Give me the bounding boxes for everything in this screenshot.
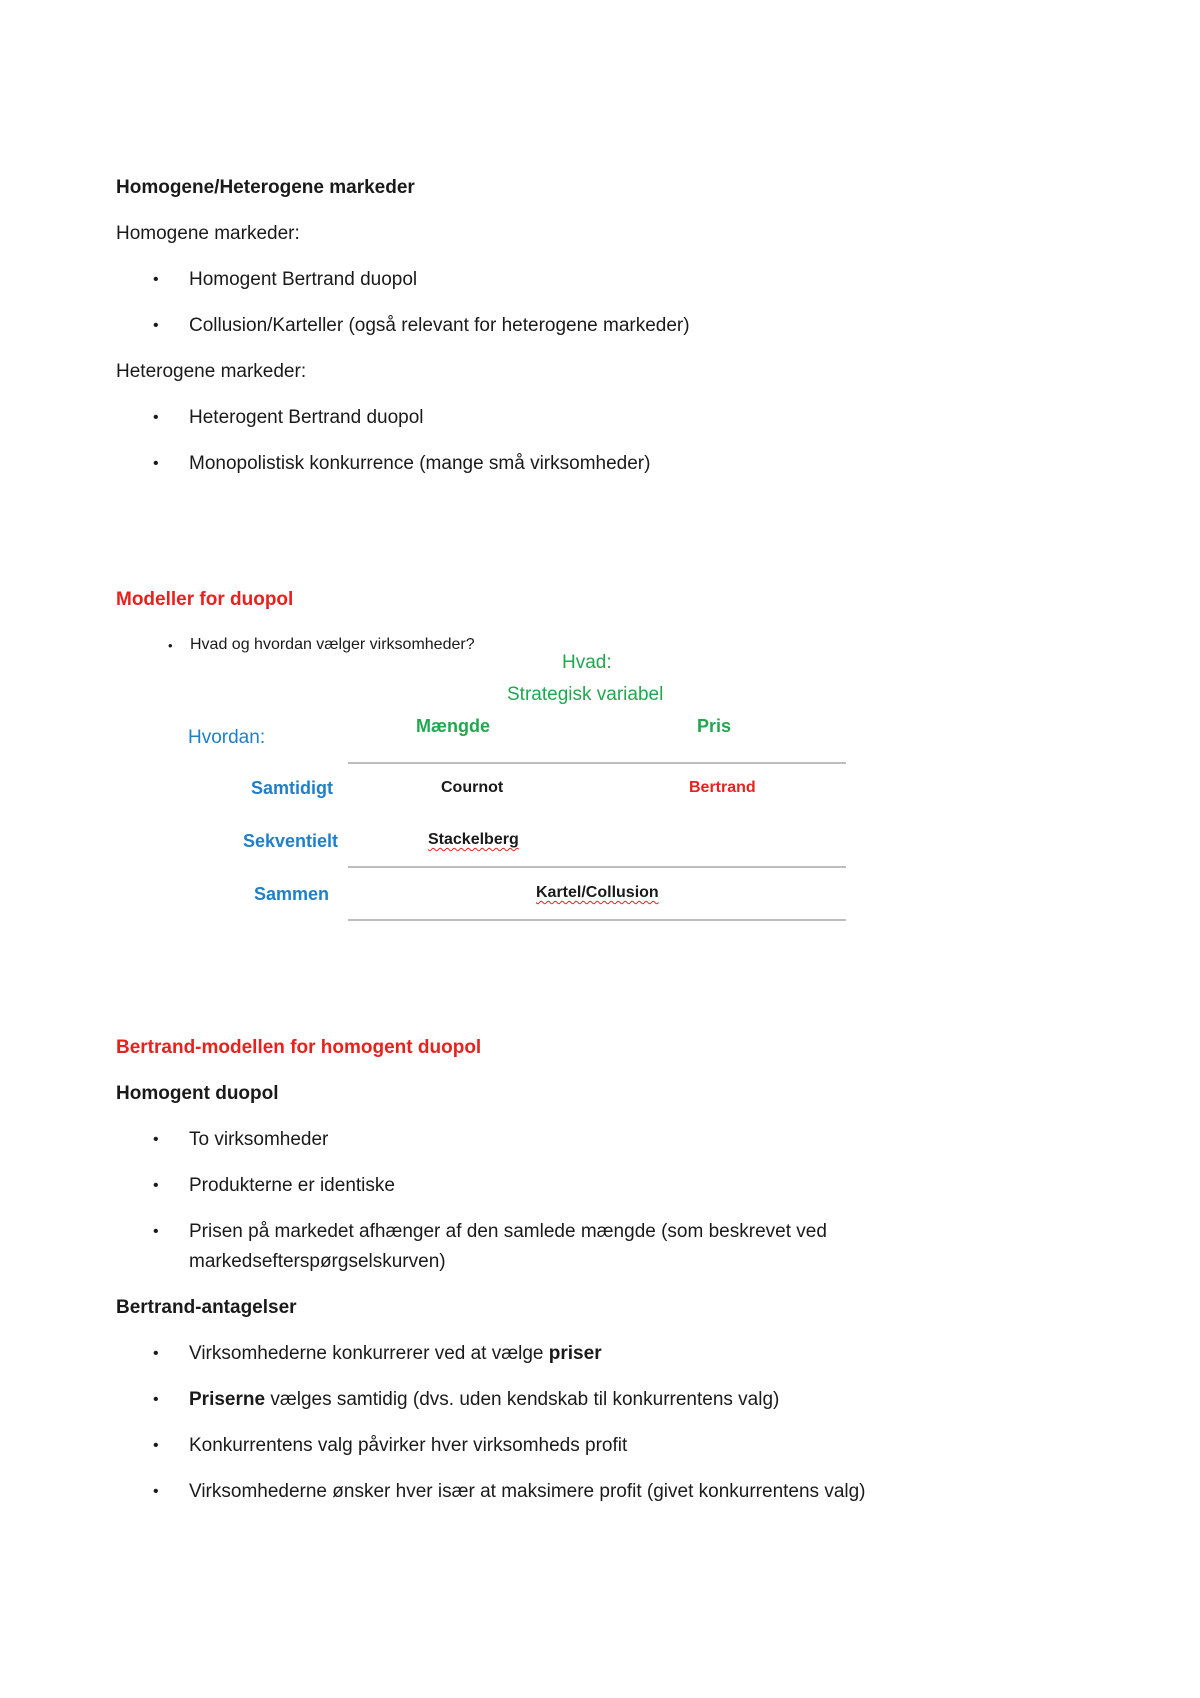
text-run-bold: priser xyxy=(548,1343,602,1364)
row-header-sequential: Sekventielt xyxy=(243,831,339,851)
text-run: vælges samtidig (dvs. uden kendskab til konkurrentens valg) xyxy=(265,1389,780,1410)
section-heading-homogene-heterogene: Homogene/Heterogene markeder xyxy=(116,177,415,198)
strategic-variable-label: Strategisk variabel xyxy=(507,684,664,705)
text-run-bold: Priserne xyxy=(189,1389,266,1410)
cell-bertrand: Bertrand xyxy=(689,779,756,796)
how-label: Hvordan: xyxy=(188,727,266,748)
bullet-icon: • xyxy=(153,1437,159,1454)
subheading-bertrand-assumptions: Bertrand-antagelser xyxy=(116,1297,297,1318)
list-item-text: Konkurrentens valg påvirker hver virksomheds profit xyxy=(189,1435,628,1456)
section-heading-bertrand-model: Bertrand-modellen for homogent duopol xyxy=(116,1037,482,1058)
section-heading-duopoly-models: Modeller for duopol xyxy=(116,589,294,610)
table-divider xyxy=(348,866,846,868)
bullet-icon: • xyxy=(153,271,159,288)
bullet-icon: • xyxy=(153,455,159,472)
table-divider xyxy=(348,919,846,921)
homogeneous-markets-label: Homogene markeder: xyxy=(116,223,300,244)
list-item-text: Monopolistisk konkurrence (mange små virksomheder) xyxy=(189,453,651,474)
table-divider xyxy=(348,762,846,764)
text-run: Virksomhederne konkurrerer ved at vælge xyxy=(189,1343,549,1364)
heterogeneous-markets-label: Heterogene markeder: xyxy=(116,361,307,382)
list-item-text: Virksomhederne ønsker hver især at maksimere profit (givet konkurrentens valg) xyxy=(189,1481,866,1502)
list-item-text: Homogent Bertrand duopol xyxy=(189,269,418,290)
bullet-icon: • xyxy=(153,409,159,426)
list-item-text xyxy=(189,1388,779,1412)
list-item-text xyxy=(189,1342,602,1366)
cell-kartel-collusion xyxy=(536,884,659,902)
bullet-icon: • xyxy=(153,1483,159,1500)
cell-stackelberg: Stackelberg xyxy=(428,831,519,848)
list-item-text: Heterogent Bertrand duopol xyxy=(189,407,424,428)
column-header-price: Pris xyxy=(697,716,732,736)
list-item-text: Produkterne er identiske xyxy=(189,1175,395,1196)
bullet-icon: • xyxy=(153,1131,159,1148)
column-header-quantity: Mængde xyxy=(416,716,490,736)
bullet-icon: • xyxy=(153,317,159,334)
list-item-text: Prisen på markedet afhænger af den samlede mængde (som beskrevet ved xyxy=(189,1221,827,1242)
bullet-icon: • xyxy=(168,638,173,653)
bullet-icon: • xyxy=(153,1223,159,1240)
row-header-simultaneous: Samtidigt xyxy=(251,778,334,798)
row-header-together: Sammen xyxy=(254,884,330,904)
what-label: Hvad: xyxy=(562,652,612,673)
bullet-icon: • xyxy=(153,1177,159,1194)
bullet-icon: • xyxy=(153,1345,159,1362)
list-item-text: Collusion/Karteller (også relevant for heterogene markeder) xyxy=(189,315,690,336)
list-item-text: To virksomheder xyxy=(189,1129,329,1150)
subheading-homogeneous-duopoly: Homogent duopol xyxy=(116,1083,279,1104)
list-item-text-continued: markedsefterspørgselskurven) xyxy=(189,1251,446,1272)
cell-cournot: Cournot xyxy=(441,779,504,796)
cell-kartel-collusion-text: Kartel/Collusion xyxy=(536,884,659,901)
diagram-bullet-text: Hvad og hvordan vælger virksomheder? xyxy=(190,636,475,653)
bullet-icon: • xyxy=(153,1391,159,1408)
